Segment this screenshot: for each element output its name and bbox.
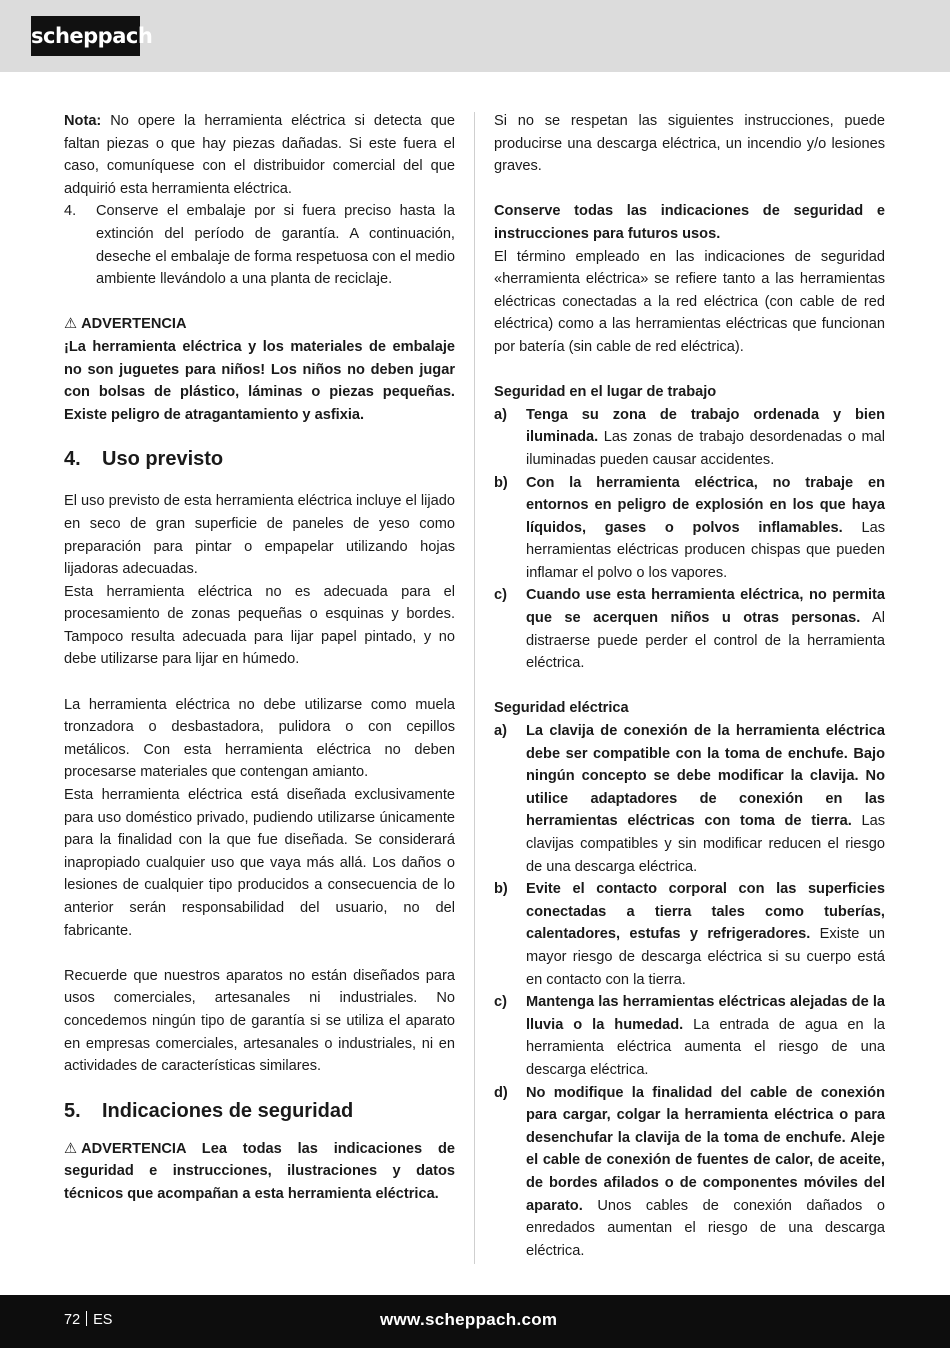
- keep-instructions-text: El término empleado en las indicaciones de seguridad «herramienta eléctrica» se refiere tanto a las herramientas eléctricas conectadas a la red eléctrica (con cable de red eléctrica) como a las herramientas eléctricas que funcionan por batería (sin cable de red eléctrica).: [494, 248, 885, 355]
- list-item-bold: Cuando use esta herramienta eléctrica, no permita que se acerquen niños u otras personas.: [526, 587, 885, 627]
- electrical-safety-title: Seguridad eléctrica: [494, 700, 629, 717]
- page-reference: [64, 1310, 112, 1330]
- brand-logo: scheppach: [31, 16, 140, 56]
- work-safety-list: [494, 404, 885, 675]
- work-safety-title: Seguridad en el lugar de trabajo: [494, 384, 717, 401]
- language-code: ES: [93, 1312, 113, 1328]
- electrical-safety-list: [494, 720, 885, 1262]
- note-text: No opere la herramienta eléctrica si detecta que faltan piezas o que hay piezas dañadas. Si este fuera el caso, comuníquese con el distribuidor comercial del que adquirió esta herramienta eléctrica.: [64, 113, 455, 197]
- left-column: [64, 110, 455, 1206]
- intended-use-p3: La herramienta eléctrica no debe utilizarse como muela tronzadora o desbastadora, pulidora o con cepillos metálicos. Con esta herramienta eléctrica no deben procesarse materiales que contengan amianto.: [64, 696, 455, 781]
- page-footer: [0, 1295, 950, 1348]
- warning-1-text: ¡La herramienta eléctrica y los materiales de embalaje no son juguetes para niños! Los niños no deben jugar con bolsas de plástico, láminas o piezas pequeñas. Existe peligro de atragantamiento y asfixia.: [64, 338, 455, 423]
- page-header: [0, 0, 950, 72]
- list-item: [494, 584, 885, 674]
- keep-instructions-heading: Conserve todas las indicaciones de seguridad e instrucciones para futuros usos.: [494, 203, 885, 242]
- list-item-text: Al distraerse puede perder el control de la herramienta eléctrica.: [526, 610, 885, 672]
- list-item: [494, 1082, 885, 1263]
- list-item-bold: No modifique la finalidad del cable de conexión para cargar, colgar la herramienta eléctrica o para desenchufar la clavija de la toma de enchufe. Aleje el cable de conexión de fuentes de calor, de aceite, de bordes afilados o de componentes móviles del aparato.: [526, 1084, 885, 1214]
- list-item-bold: Mantenga las herramientas eléctricas alejadas de la lluvia o la humedad.: [526, 994, 885, 1033]
- list-item-label: c): [494, 994, 507, 1011]
- warning-2: [64, 1138, 455, 1206]
- page-separator: [86, 1311, 87, 1326]
- warning-triangle-icon: ⚠: [64, 1140, 78, 1157]
- intended-use-p2: Esta herramienta eléctrica no es adecuada para el procesamiento de zonas pequeñas o esquinas y bordes. Tampoco resulta adecuada para lijar papel pintado, y no debe utilizarse para lijar en húmedo.: [64, 583, 455, 668]
- right-column: [494, 110, 885, 1262]
- page-number: 72: [64, 1312, 81, 1328]
- note-label: Nota:: [64, 113, 102, 129]
- list-item-bold: Tenga su zona de trabajo ordenada y bien iluminada.: [526, 406, 885, 446]
- note-paragraph: [64, 110, 455, 200]
- list-item-label: c): [494, 587, 507, 604]
- list-item-bold: Evite el contacto corporal con las superficies conectadas a tierra tales como tuberías, calentadores, estufas y refrigeradores.: [526, 881, 885, 943]
- list-item-label: b): [494, 474, 508, 491]
- warning-1-title: ADVERTENCIA: [81, 316, 187, 333]
- list-item-bold: Con la herramienta eléctrica, no trabaje en entornos en peligro de explosión en los que haya líquidos, gases o polvos inflamables.: [526, 474, 885, 536]
- list-item-text: Existe un mayor riesgo de descarga eléctrica si su cuerpo está en contacto con la tierra.: [526, 926, 885, 988]
- step-4: [64, 200, 455, 290]
- list-item: [494, 991, 885, 1081]
- list-item-label: d): [494, 1084, 508, 1101]
- section-5-number: 5.: [64, 1099, 81, 1122]
- list-item-text: Las zonas de trabajo desordenadas o mal iluminadas pueden causar accidentes.: [526, 429, 885, 468]
- list-item-text: Las herramientas eléctricas producen chispas que pueden inflamar el polvo o los vapores.: [526, 519, 885, 581]
- column-divider: [474, 112, 475, 1264]
- list-item: [494, 720, 885, 878]
- intended-use-p5: Recuerde que nuestros aparatos no están diseñados para usos comerciales, artesanales ni industriales. No concedemos ningún tipo de garantía si se utiliza el aparato en empresas comerciales, artesanales o industriales, ni en actividades de características similares.: [64, 967, 455, 1075]
- warning-2-text: ADVERTENCIA Lea todas las indicaciones de seguridad e instrucciones, ilustraciones y datos técnicos que acompañan a esta herramienta eléctrica.: [64, 1140, 455, 1202]
- warning-1-heading: [64, 313, 455, 336]
- section-4-title: Uso previsto: [102, 448, 224, 471]
- warning-triangle-icon: ⚠: [64, 316, 78, 333]
- list-item-text: La entrada de agua en la herramienta eléctrica aumenta el riesgo de una descarga eléctrica.: [526, 1016, 885, 1078]
- list-item: [494, 878, 885, 991]
- website-link[interactable]: www.scheppach.com: [380, 1310, 558, 1329]
- section-4-heading: [64, 440, 455, 486]
- list-item-label: a): [494, 406, 507, 423]
- intended-use-p4: Esta herramienta eléctrica está diseñada exclusivamente para uso doméstico privado, pudiendo utilizarse únicamente para la finalidad con la que fue diseñada. Se considerará inapropiado cualquier uso que vaya más allá. Los daños o lesiones de cualquier tipo producidos a consecuencia de lo anterior serán responsabilidad del usuario, no del fabricante.: [64, 787, 455, 939]
- intro-paragraph: Si no se respetan las siguientes instrucciones, puede producirse una descarga eléctrica, un incendio y/o lesiones graves.: [494, 113, 885, 175]
- step-4-text: Conserve el embalaje por si fuera preciso hasta la extinción del período de garantía. A continuación, deseche el embalaje de forma respetuosa con el medio ambiente llevándolo a una planta de reciclaje.: [96, 203, 455, 288]
- section-5-title: Indicaciones de seguridad: [102, 1099, 354, 1122]
- list-item-label: a): [494, 723, 507, 740]
- list-item: [494, 404, 885, 472]
- list-item-text: Unos cables de conexión dañados o enredados aumentan el riesgo de una descarga eléctrica.: [526, 1197, 885, 1259]
- step-4-number: 4.: [64, 203, 77, 220]
- intended-use-p1: El uso previsto de esta herramienta eléctrica incluye el lijado en seco de gran superficie de paneles de yeso como preparación para pintar o empapelar utilizando hojas lijadoras adecuadas.: [64, 493, 455, 578]
- list-item: [494, 472, 885, 585]
- list-item-text: Las clavijas compatibles y sin modificar reducen el riesgo de una descarga eléctrica.: [526, 813, 886, 875]
- list-item-bold: La clavija de conexión de la herramienta eléctrica debe ser compatible con la toma de enchufe. Bajo ningún concepto se debe modificar la clavija. No utilice adaptadores de conexión en las herramientas eléctricas con toma de tierra.: [526, 723, 885, 830]
- section-4-number: 4.: [64, 448, 81, 471]
- list-item-label: b): [494, 881, 508, 898]
- section-5-heading: [64, 1092, 455, 1138]
